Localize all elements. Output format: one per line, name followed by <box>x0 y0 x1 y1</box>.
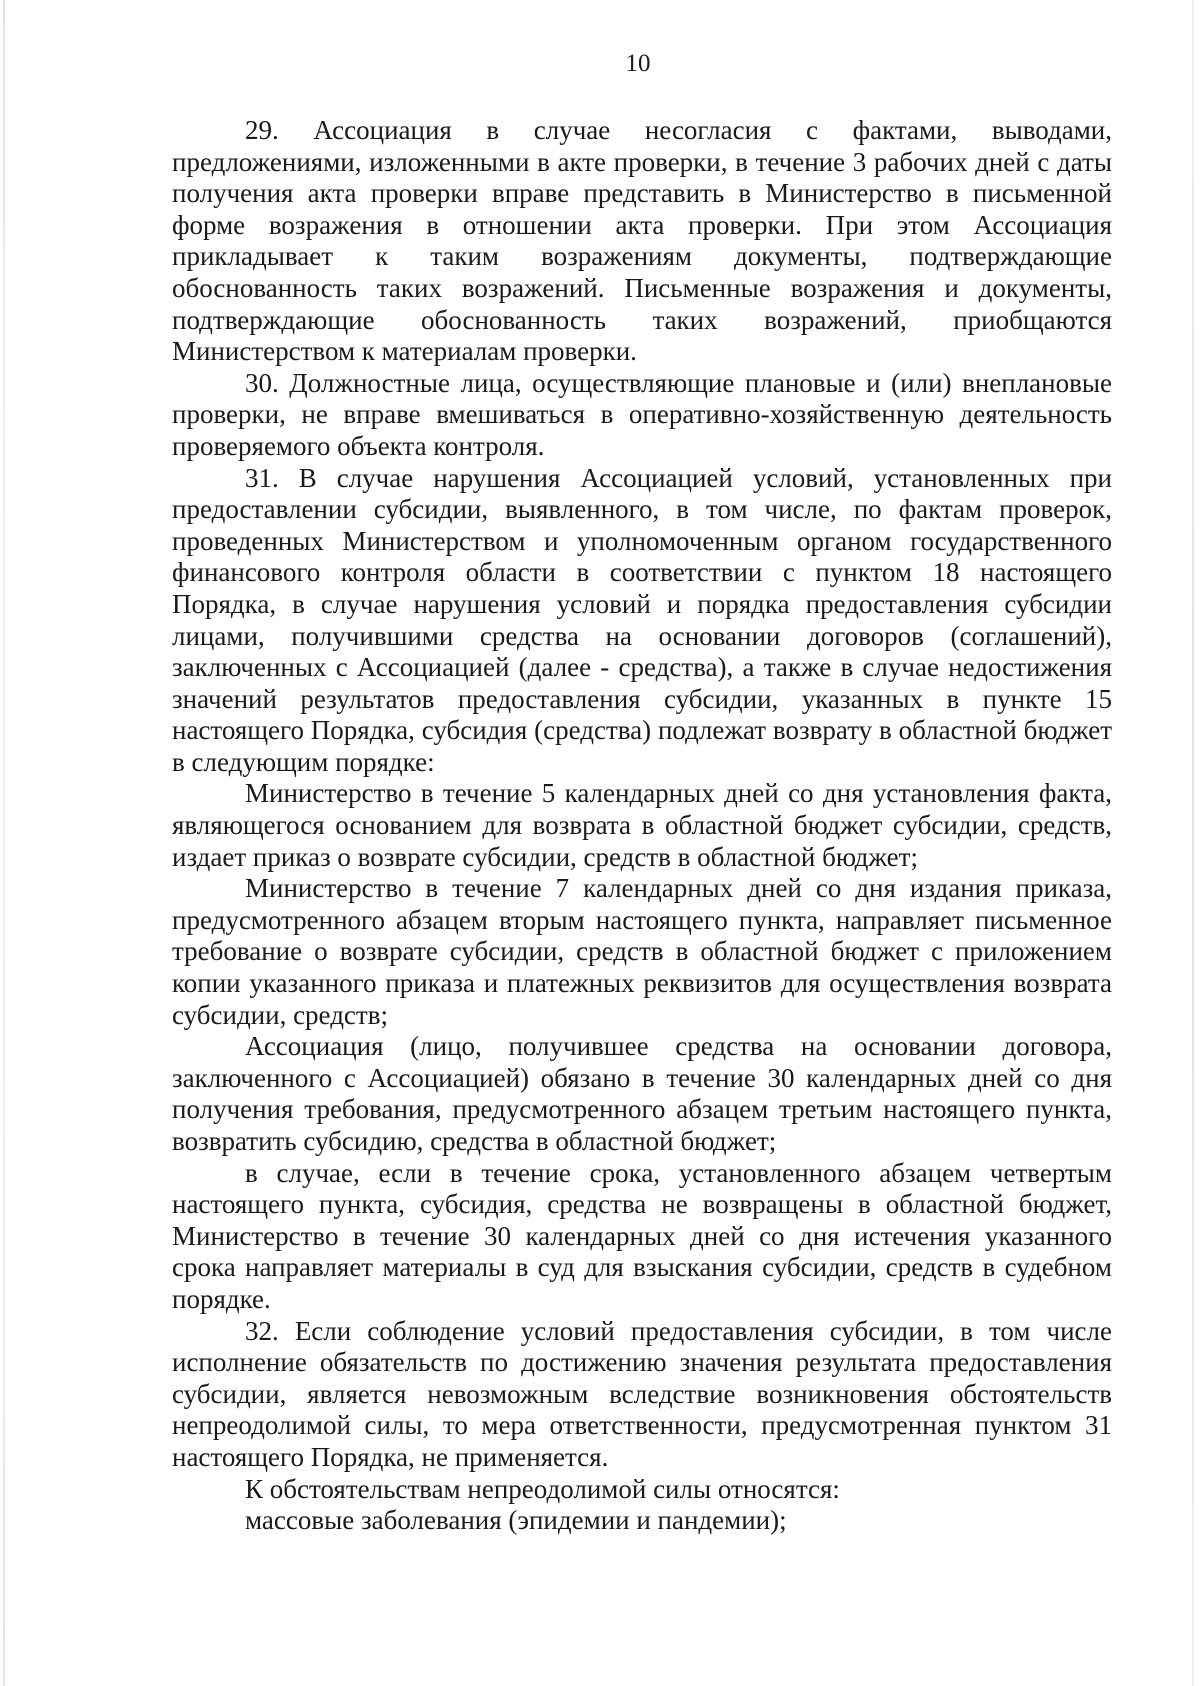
document-body <box>172 115 1112 1537</box>
paragraph-30: 30. Должностные лица, осуществляющие плановые и (или) внеплановые проверки, не вправе вмешиваться в оперативно-хозяйственную деятельность проверяемого объекта контроля. <box>172 367 1112 461</box>
scan-edge-left <box>3 0 5 1686</box>
paragraph-31-step-2: Министерство в течение 7 календарных дней со дня издания приказа, предусмотренного абзацем вторым настоящего пункта, направляет письменное требование о возврате субсидии, средств в областной бюджет с приложением копии указанного приказа и платежных реквизитов для осуществления возврата субсидии, средств; <box>172 873 1112 1030</box>
paragraph-31-step-4: в случае, если в течение срока, установленного абзацем четвертым настоящего пункта, субсидия, средства не возвращены в областной бюджет, Министерство в течение 30 календарных дней со дня истечения указанного срока направляет материалы в суд для взыскания субсидии, средств в судебном порядке. <box>172 1157 1112 1314</box>
paragraph-31-step-3: Ассоциация (лицо, получившее средства на основании договора, заключенного с Ассоциацией) обязано в течение 30 календарных дней со дня получения требования, предусмотренного абзацем третьим настоящего пункта, возвратить субсидию, средства в областной бюджет; <box>172 1031 1112 1156</box>
paragraph-force-majeure-item-1: массовые заболевания (эпидемии и пандемии); <box>245 1505 787 1536</box>
paragraph-29: 29. Ассоциация в случае несогласия с фактами, выводами, предложениями, изложенными в акте проверки, в течение 3 рабочих дней с даты получения акта проверки вправе представить в Министерство в письменной форме возражения в отношении акта проверки. При этом Ассоциация прикладывает к таким возражениям документы, подтверждающие обоснованность таких возражений. Письменные возражения и документы, подтверждающие обоснованность таких возражений, приобщаются Министерством к материалам проверки. <box>172 115 1112 367</box>
scan-edge-right <box>1192 0 1194 1686</box>
paragraph-force-majeure-intro: К обстоятельствам непреодолимой силы относятся: <box>245 1473 840 1504</box>
paragraph-31-step-1: Министерство в течение 5 календарных дней со дня установления факта, являющегося основанием для возврата в областной бюджет субсидии, средств, издает приказ о возврате субсидии, средств в областной бюджет; <box>172 778 1112 872</box>
paragraph-32: 32. Если соблюдение условий предоставления субсидии, в том числе исполнение обязательств по достижению значения результата предоставления субсидии, является невозможным вследствие возникновения обстоятельств непреодолимой силы, то мера ответственности, предусмотренная пунктом 31 настоящего Порядка, не применяется. <box>172 1315 1112 1472</box>
page-number: 10 <box>625 50 651 77</box>
paragraph-31: 31. В случае нарушения Ассоциацией условий, установленных при предоставлении субсидии, выявленного, в том числе, по фактам проверок, проведенных Министерством и уполномоченным органом государственного финансового контроля области в соответствии с пунктом 18 настоящего Порядка, в случае нарушения условий и порядка предоставления субсидии лицами, получившими средства на основании договоров (соглашений), заключенных с Ассоциацией (далее - средства), а также в случае недостижения значений результатов предоставления субсидии, указанных в пункте 15 настоящего Порядка, субсидия (средства) подлежат возврату в областной бюджет в следующим порядке: <box>172 462 1112 777</box>
